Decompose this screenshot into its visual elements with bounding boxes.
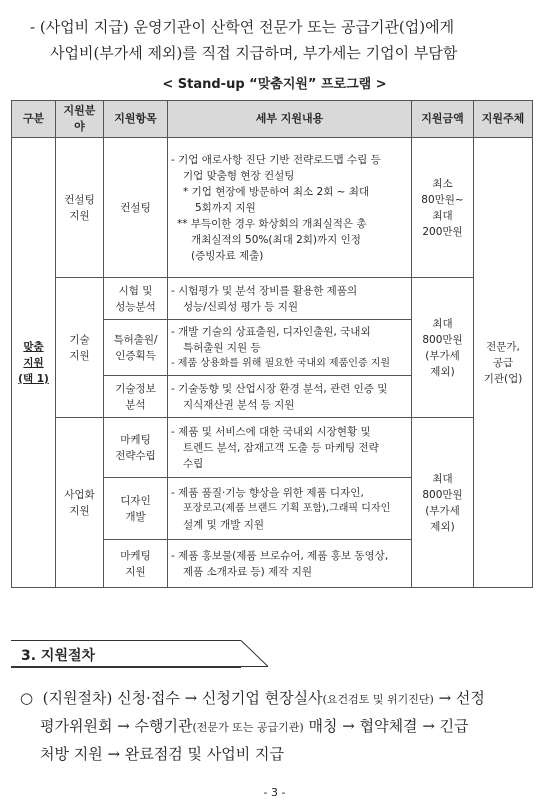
header-cell: 지원분야: [56, 101, 104, 138]
field-text: 사업화: [64, 488, 95, 501]
amount-text: 800만원: [422, 488, 463, 501]
field-cell: [56, 138, 104, 278]
item-text: 디자인: [120, 494, 151, 507]
table-row: [12, 138, 533, 278]
category-text: 지원: [23, 356, 44, 369]
item-cell: [104, 478, 168, 540]
detail-line: 포장로고(제품 브랜드 기획 포함),그래픽 디자인: [183, 502, 391, 514]
provider-text: 기관(업): [483, 372, 523, 385]
detail-line: - 제품 품질·기능 향상을 위한 제품 디자인,: [171, 486, 364, 499]
detail-cell: [168, 320, 412, 376]
detail-line: 5회까지 지원: [195, 201, 256, 214]
amount-text: 200만원: [422, 225, 463, 238]
section-underline: [11, 666, 268, 667]
amount-text: 최대: [432, 209, 453, 222]
field-text: 지원: [69, 504, 90, 517]
detail-line: 성능/신뢰성 평가 등 지원: [183, 300, 298, 313]
item-text: 지원: [125, 565, 146, 578]
detail-cell: [168, 278, 412, 320]
detail-line: - 기업 애로사항 진단 기반 전략로드맵 수립 등: [171, 153, 381, 166]
category-cell: [12, 138, 56, 588]
detail-cell: [168, 418, 412, 478]
item-text: 마케팅: [120, 549, 151, 562]
provider-text: 전문가,: [486, 340, 520, 353]
item-text: 기술정보: [115, 382, 156, 395]
table-row: [12, 418, 533, 478]
table-row: [12, 278, 533, 320]
amount-text: 최대: [432, 472, 453, 485]
detail-line: - 개발 기술의 상표출원, 디자인출원, 국내외: [171, 325, 371, 338]
detail-line: (증빙자료 제출): [191, 249, 264, 262]
category-text: (택 1): [18, 372, 49, 385]
item-text: 성능분석: [115, 300, 156, 313]
field-cell: [56, 278, 104, 418]
amount-cell: [412, 278, 474, 418]
header-cell: 세부 지원내용: [168, 101, 412, 138]
field-text: 컨설팅: [64, 193, 95, 206]
amount-cell: [412, 138, 474, 278]
amount-text: 최소: [432, 177, 453, 190]
table-subtitle: < Stand-up “맞춤지원” 프로그램 >: [162, 77, 387, 92]
procedure-line-2: [20, 713, 535, 741]
item-cell: [104, 376, 168, 418]
bullet: ○: [20, 689, 34, 707]
field-text: 지원: [69, 209, 90, 222]
item-text: 전략수립: [115, 449, 156, 462]
amount-text: 제외): [430, 520, 455, 533]
program-table: [11, 100, 533, 588]
detail-cell: [168, 376, 412, 418]
detail-cell: [168, 478, 412, 540]
procedure-paragraph: [20, 685, 535, 767]
amount-text: (부가세: [425, 349, 460, 362]
item-text: 마케팅: [120, 433, 151, 446]
header-cell: 지원금액: [412, 101, 474, 138]
detail-cell: [168, 138, 412, 278]
page-number: - 3 -: [263, 786, 286, 799]
detail-line: - 기술동향 및 산업시장 환경 분석, 관련 인증 및: [171, 382, 388, 395]
header-cell: 지원항목: [104, 101, 168, 138]
amount-text: 최대: [432, 317, 453, 330]
detail-line: 특허출원 지원 등: [183, 341, 261, 354]
detail-line: - 제품 홍보물(제품 브로슈어, 제품 홍보 동영상,: [171, 549, 389, 562]
field-cell: [56, 418, 104, 588]
table-header-row: [12, 101, 533, 138]
procedure-text: 평가위원회 → 수행기관: [40, 717, 193, 735]
procedure-text: 매칭 → 협약체결 → 긴급: [303, 717, 469, 735]
procedure-text: → 선정: [433, 689, 485, 707]
item-text: 분석: [125, 398, 146, 411]
detail-line: 트렌드 분석, 잠재고객 도출 등 마케팅 전략: [183, 441, 379, 454]
detail-line: - 제품 상용화를 위해 필요한 국내외 제품인증 지원: [171, 357, 391, 369]
amount-text: 800만원: [422, 333, 463, 346]
detail-line: 기업 맞춤형 현장 컨설팅: [183, 169, 295, 182]
procedure-line-3: 처방 지원 → 완료점검 및 사업비 지급: [40, 745, 285, 763]
intro-line-2: 사업비(부가세 제외)를 직접 지급하며, 부가세는 기업이 부담함: [50, 44, 458, 62]
intro-paragraph: [30, 14, 540, 66]
detail-line: * 기업 현장에 방문하여 최소 2회 ~ 최대: [183, 185, 370, 198]
item-cell: [104, 320, 168, 376]
header-cell: 지원주체: [474, 101, 533, 138]
item-text: 특허출원/: [113, 333, 158, 346]
item-cell: [104, 278, 168, 320]
item-cell: [104, 540, 168, 588]
section-heading-slant: [230, 640, 270, 667]
detail-line: - 시험평가 및 분석 장비를 활용한 제품의: [171, 284, 358, 297]
item-text: 개발: [125, 510, 146, 523]
header-cell: 구분: [12, 101, 56, 138]
procedure-note: (요건검토 및 위기진단): [322, 693, 434, 706]
provider-cell: [474, 138, 533, 588]
detail-line: 지식재산권 분석 등 지원: [183, 398, 295, 411]
detail-cell: [168, 540, 412, 588]
procedure-note: (전문가 또는 공급기관): [192, 721, 304, 734]
field-text: 기술: [69, 333, 90, 346]
section-heading: [11, 640, 241, 668]
detail-line: 수립: [183, 457, 204, 470]
item-cell: 컨설팅: [104, 138, 168, 278]
procedure-line-1: [20, 685, 535, 713]
amount-cell: [412, 418, 474, 588]
detail-line: 설계 및 개발 지원: [183, 518, 265, 531]
item-text: 시험 및: [118, 284, 153, 297]
item-cell: [104, 418, 168, 478]
field-text: 지원: [69, 349, 90, 362]
procedure-text: (지원절차) 신청·접수 → 신청기업 현장실사: [42, 689, 323, 707]
provider-text: 공급: [492, 356, 514, 369]
category-text: 맞춤: [23, 340, 44, 353]
detail-line: 제품 소개자료 등) 제작 지원: [183, 565, 313, 578]
detail-line: ** 부득이한 경우 화상회의 개최실적은 총: [177, 217, 367, 230]
item-text: 인증획득: [115, 349, 156, 362]
amount-text: 80만원~: [421, 193, 464, 206]
detail-line: - 제품 및 서비스에 대한 국내외 시장현황 및: [171, 425, 371, 438]
section-title: 3. 지원절차: [21, 648, 96, 664]
intro-line-1: - (사업비 지급) 운영기관이 산학연 전문가 또는 공급기관(업)에게: [30, 18, 455, 36]
amount-text: (부가세: [425, 504, 460, 517]
amount-text: 제외): [430, 365, 455, 378]
detail-line: 개최실적의 50%(최대 2회)까지 인정: [191, 233, 361, 246]
